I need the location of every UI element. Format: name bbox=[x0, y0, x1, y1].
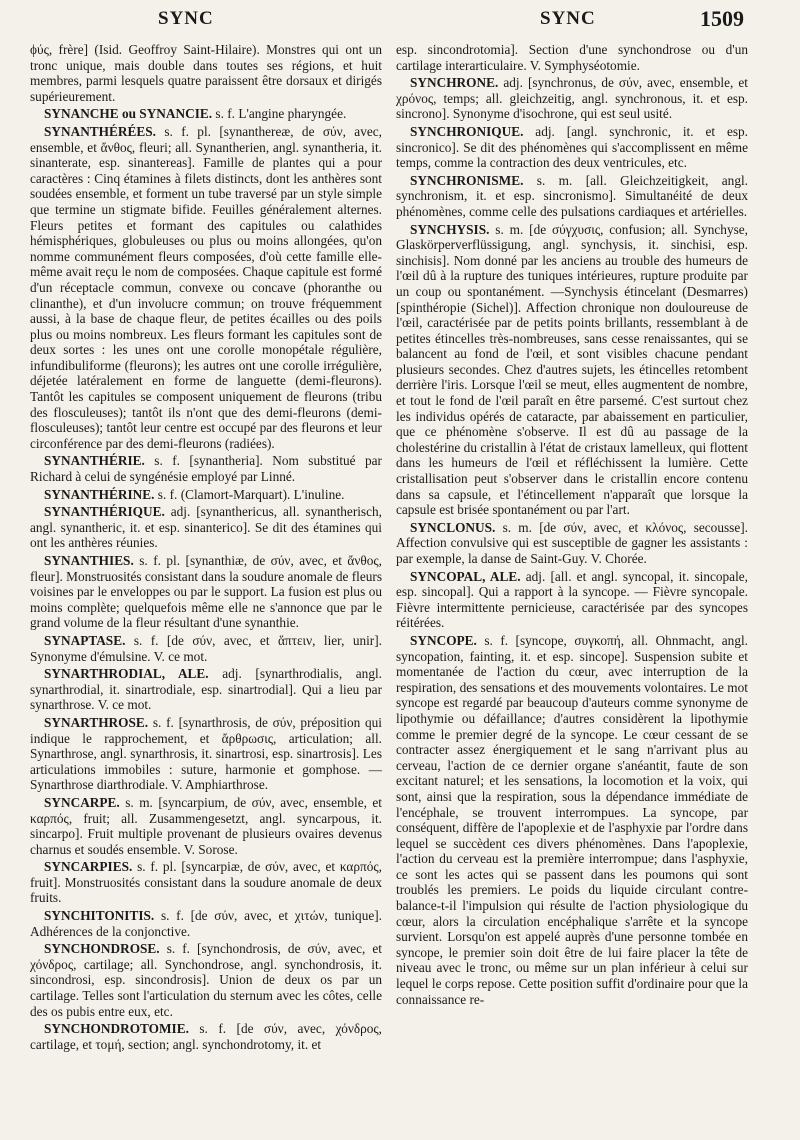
entry-definition: s. f. [de σύν, avec, et ἅπτειν, lier, unir]. Synonyme d'émulsine. V. ce mot. bbox=[30, 632, 382, 664]
entry-definition: s. f. [synarthrosis, de σύν, préposition qui indique le rapprochement, et ἄρθρωσις, articulation; all. Synarthrose, angl. synarthrosis, it. sinartrosi, esp. sinartrosis]. Les articulations immobiles : suture, harmonie et gomphose. — Synarthrose diarthrodiale. V. Amphiarthrose. bbox=[30, 714, 382, 793]
dictionary-entry bbox=[30, 553, 382, 631]
entry-headword: SYNCHONDROSE. bbox=[44, 941, 160, 957]
left-column bbox=[30, 42, 382, 1134]
entry-headword: SYNCHRONE. bbox=[410, 75, 499, 91]
dictionary-entry bbox=[30, 42, 382, 104]
dictionary-entry bbox=[396, 520, 748, 567]
entry-definition: adj. [synchronus, de σύν, avec, ensemble, et χρόνος, temps; all. gleichzeitig, angl. synchronous, it. et esp. sincrono]. Synonyme d'isochrone, qui est seul usité. bbox=[396, 75, 748, 122]
dictionary-entry bbox=[30, 715, 382, 793]
entry-definition: s. m. [de σύν, avec, et κλόνος, secousse]. Affection convulsive qui est susceptible de gagner les assistants : par exemple, la danse de Saint-Guy. V. Chorée. bbox=[396, 519, 748, 566]
dictionary-entry bbox=[30, 453, 382, 484]
dictionary-entry bbox=[30, 666, 382, 713]
dictionary-entry bbox=[396, 124, 748, 171]
entry-headword: SYNANTHÉRINE. bbox=[44, 486, 155, 502]
entry-headword: SYNCOPAL, ALE. bbox=[410, 568, 521, 584]
entry-definition: s. f. L'angine pharyngée. bbox=[212, 106, 347, 122]
entry-headword: SYNAPTASE. bbox=[44, 632, 126, 648]
entry-definition: s. f. [syncope, συγκοπή, all. Ohnmacht, angl. syncopation, fainting, it. et esp. sincope]. Suspension subite et momentanée de l'action du cœur, avec interruption de la respiration, des sensations et des mouvements volontaires. Le mot syncope est regardé par beaucoup d'auteurs comme synonyme de lipothymie ou défaillance; d'autres considèrent la lipothymie comme le premier degré de la syncope. Le cœur cessant de se contracter assez énergiquement et le sang n'arrivant plus au cerveau, l'action de ce dernier organe s'anéantit, faute de son excitant naturel; et les sensations, la locomotion et la voix, qui sont, ainsi que la respiration, sous la dépendance immédiate de l'encéphale, se trouvent interrompues. La syncope, par conséquent, diffère de l'apoplexie et de l'asphyxie par l'ordre dans lequel se succèdent ces divers phénomènes. Dans l'apoplexie, l'action du cerveau est la première interrompue; dans l'asphyxie, ce sont les actes qui se passent dans les poumons qui sont troublés les premiers. Le poids du liquide circulant contre-balance-t-il l'impulsion qui résulte de l'action physiologique du cœur, alors la circulation encéphalique s'arrête et la syncope survient. Lorsqu'on est appelé auprès d'une personne tombée en syncope, le premier soin doit être de lui faire placer la tête de niveau avec le tronc, ou même sur un plan inférieur à celui sur lequel le corps repose. Cette position suffit d'ordinaire pour que la connaissance re- bbox=[396, 632, 748, 1007]
entry-headword: SYNANTHÉRIE. bbox=[44, 453, 145, 469]
entry-headword: SYNANTHÉRÉES. bbox=[44, 123, 156, 139]
running-head-left: SYNC bbox=[158, 8, 214, 29]
entry-definition: s. f. [de σύν, avec, χόνδρος, cartilage, et τομή, section; angl. synchondrotomy, it. et bbox=[30, 1021, 382, 1052]
entry-headword: SYNCHONDROTOMIE. bbox=[44, 1021, 189, 1037]
entry-definition: adj. [all. et angl. syncopal, it. sincopale, esp. sincopal]. Qui a rapport à la syncope. — Fièvre syncopale. Fièvre intermittente pernicieuse, caractérisée par des syncopes réitérées. bbox=[396, 568, 748, 631]
dictionary-entry bbox=[30, 124, 382, 451]
entry-definition: esp. sincondrotomia]. Section d'une synchondrose ou d'un cartilage interarticulaire. V. Symphyséotomie. bbox=[396, 42, 748, 73]
entry-headword: SYNARTHROSE. bbox=[44, 714, 149, 730]
entry-definition: s. m. [all. Gleichzeitigkeit, angl. synchronism, it. et esp. sincronismo]. Simultanéité de deux phénomènes, comme celle des pulsations cardiaques et artérielles. bbox=[396, 172, 748, 219]
entry-headword: SYNCHYSIS. bbox=[410, 221, 490, 237]
running-head-right: SYNC bbox=[540, 8, 596, 29]
dictionary-entry bbox=[396, 222, 748, 518]
entry-headword: SYNCARPIES. bbox=[44, 859, 133, 875]
entry-headword: SYNCOPE. bbox=[410, 632, 477, 648]
dictionary-entry bbox=[30, 795, 382, 857]
dictionary-entry bbox=[396, 75, 748, 122]
entry-definition: adj. [synarthrodialis, angl. synarthrodial, it. sinartrodiale, esp. sinartrodial]. Qui a lieu par synarthrose. V. ce mot. bbox=[30, 666, 382, 713]
entry-definition: ϕύς, frère] (Isid. Geoffroy Saint-Hilaire). Monstres qui ont un tronc unique, mais double dans toutes ses régions, et huit membres, parmi lesquels quatre paraissent être dorsaux et dirigés supérieurement. bbox=[30, 42, 382, 104]
entry-definition: s. f. [synchondrosis, de σύν, avec, et χόνδρος, cartilage; all. Synchondrose, angl. synchondrosis, it. sincondrosi, esp. sincondrosis]. Union de deux os par un cartilage. Telles sont l'articulation du sternum avec les côtes, celle des os pubis entre eux, etc. bbox=[30, 941, 382, 1019]
entry-definition: s. f. (Clamort-Marquart). L'inuline. bbox=[154, 486, 345, 502]
right-column bbox=[396, 42, 748, 1134]
entry-headword: SYNCHRONIQUE. bbox=[410, 123, 524, 139]
entry-headword: SYNCHRONISME. bbox=[410, 172, 524, 188]
dictionary-entry bbox=[30, 859, 382, 906]
dictionary-entry bbox=[30, 106, 382, 122]
entry-definition: s. f. pl. [synanthereæ, de σύν, avec, ensemble, et ἄνθος, fleuri; all. Synantherien, angl. synantheria, it. sinanterate, esp. sinantereas]. Famille de plantes qui a pour caractères : Cinq étamines à filets distincts, dont les anthères sont soudées ensemble, et forment un tube traversé par un style simple que termine un stigmate bifide. Feuilles généralement alternes. Fleurs petites et formant des capitules ou calathides hémisphériques, globuleuses ou plus ou moins allongées, qu'on nomme communément fleurs composées, d'où cette famille elle-même avait reçu le nom de composées. Chaque capitule est formé d'un réceptacle commun, convexe ou concave (phoranthe ou clinanthe), et d'un involucre commun; on trouve fréquemment aussi, à la base de chaque fleur, de petites écailles ou des poils plus ou moins nombreux. Les fleurs formant les capitules sont de deux sortes : les unes ont une corolle monopétale régulière, infundibuliforme (fleurons); les autres ont une corolle irrégulière, déjetée latéralement en forme de languette (demi-fleurons). Tantôt les capitules se composent uniquement de fleurons (tribu des flosculeuses); tantôt ils n'ont que des demi-fleurons (demi-flosculeuses); tantôt leur centre est occupé par des fleurons et leur circonférence par des demi-fleurons (radiées). bbox=[30, 123, 382, 451]
dictionary-entry bbox=[396, 173, 748, 220]
entry-headword: SYNCHITONITIS. bbox=[44, 908, 155, 924]
entry-definition: s. f. pl. [synanthiæ, de σύν, avec, et ἄνθος, fleur]. Monstruosités consistant dans la soudure anomale de fleurs voisines par le enveloppes ou par le support. La fusion est plus ou moins complète; quelquefois même elle ne s'annonce que par le grand volume de la fleur résultant d'une synanthie. bbox=[30, 553, 382, 631]
entry-definition: s. f. [de σύν, avec, et χιτών, tunique]. Adhérences de la conjonctive. bbox=[30, 908, 382, 939]
dictionary-entry bbox=[30, 908, 382, 939]
entry-definition: s. f. pl. [syncarpiæ, de σύν, avec, et καρπός, fruit]. Monstruosités consistant dans la soudure anomale de deux fruits. bbox=[30, 859, 382, 906]
dictionary-entry bbox=[30, 941, 382, 1019]
dictionary-entry bbox=[396, 633, 748, 1007]
entry-headword: SYNANTHÉRIQUE. bbox=[44, 504, 165, 520]
dictionary-entry bbox=[396, 42, 748, 73]
page-number: 1509 bbox=[700, 6, 744, 31]
dictionary-entry bbox=[396, 569, 748, 631]
dictionary-entry bbox=[30, 487, 382, 503]
entry-definition: adj. [synanthericus, all. synantherisch, angl. synantheric, it. et esp. sinanterico]. Se dit des étamines qui ont les anthères réunies. bbox=[30, 504, 382, 551]
entry-definition: s. m. [syncarpium, de σύν, avec, ensemble, et καρπός, fruit; all. Zusammengesetzt, angl. syncarpous, it. sincarpo]. Fruit multiple provenant de plusieurs ovaires devenus charnus et soudés ensemble. V. Sorose. bbox=[30, 794, 382, 857]
dictionary-entry bbox=[30, 1021, 382, 1052]
entry-definition: adj. [angl. synchronic, it. et esp. sincronico]. Se dit des phénomènes qui s'accomplissent en même temps, comme la contraction des deux ventricules, etc. bbox=[396, 123, 748, 171]
entry-definition: s. f. [synantheria]. Nom substitué par Richard à celui de syngénésie employé par Linné. bbox=[30, 453, 382, 485]
entry-headword: SYNANCHE ou SYNANCIE. bbox=[44, 106, 213, 122]
entry-definition: s. m. [de σύγχυσις, confusion; all. Synchyse, Glaskörperverflüssigung, angl. synchysis, it. sinchisi, esp. sinchisis]. Nom donné par les anciens au trouble des humeurs de l'œil dû à la rupture des tuniques intérieures, rupture produite par un coup ou spontanément. —Synchysis étincelant (Desmarres) [spinthéropie (Sichel)]. Affection chronique non douloureuse de l'œil, caractérisée par de petits points brillants, ressemblant à de petites étincelles très-nombreuses, sans cesse renaissantes, qui se balancent au fond de l'œil, et sont visibles chacune pendant plusieurs secondes. Chez d'autres sujets, les étincelles retombent derrière l'iris. Lorsque l'œil se meut, elles augmentent de nombre, et tout le fond de l'œil paraît en être parsemé. C'est surtout chez les individus opérés de cataracte, par abaissement en particulier, que ce phénomène s'observe. Il est dû au passage de la cholestérine du cristallin à l'état de cristaux lamelleux, qui flottent dans les humeurs de l'œil et réfléchissent la lumière. Cette cristallisation peut s'observer dans le cristallin encore contenu dans sa capsule, et l'étincellement n'apparaît que lorsque la capsule est brisée spontanément ou par l'art. bbox=[396, 221, 748, 518]
entry-headword: SYNARTHRODIAL, ALE. bbox=[44, 666, 209, 682]
entry-headword: SYNCLONUS. bbox=[410, 519, 496, 535]
entry-headword: SYNANTHIES. bbox=[44, 553, 134, 568]
dictionary-entry bbox=[30, 504, 382, 551]
dictionary-entry bbox=[30, 633, 382, 664]
entry-headword: SYNCARPE. bbox=[44, 794, 120, 810]
